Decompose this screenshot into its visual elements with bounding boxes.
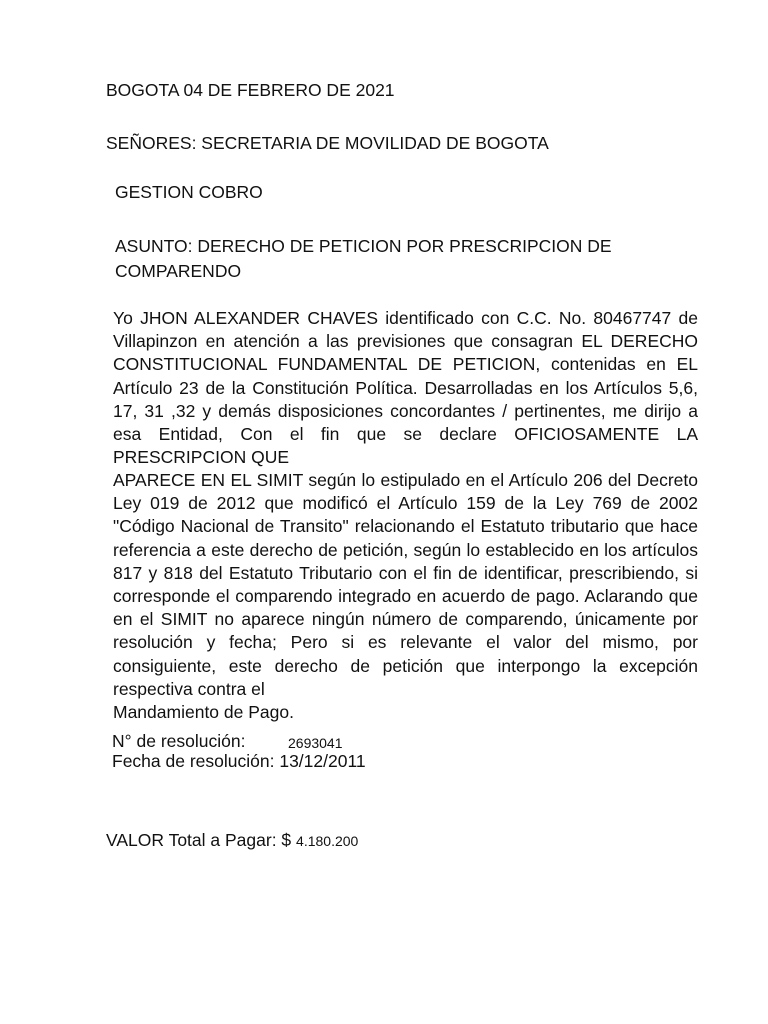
total-label: VALOR Total a Pagar: $ <box>106 830 292 850</box>
resolution-number-value: 2693041 <box>288 735 343 751</box>
resolution-number-label: N° de resolución: <box>112 731 246 751</box>
total-value: 4.180.200 <box>296 833 359 849</box>
total-to-pay <box>106 830 358 851</box>
resolution-date <box>112 751 366 772</box>
letter-subject: ASUNTO: DERECHO DE PETICION POR PRESCRIPCION DE COMPARENDO <box>115 236 612 281</box>
body-paragraph-1: Yo JHON ALEXANDER CHAVES identificado con C.C. No. 80467747 de Villapinzon en atención a las previsiones que consagran EL DERECHO CONSTITUCIONAL FUNDAMENTAL DE PETICION, contenidas en EL Artículo 23 de la Constitución Política. Desarrolladas en los Artículos 5,6, 17, 31 ,32 y demás disposiciones concordantes / pertinentes, me dirijo a esa Entidad, Con el fin que se declare OFICIOSAMENTE LA PRESCRIPCION QUE <box>113 308 698 468</box>
body-paragraph-2 <box>113 469 698 724</box>
body-paragraph-2-last-line: Mandamiento de Pago. <box>113 702 294 723</box>
letter-recipient: SEÑORES: SECRETARIA DE MOVILIDAD DE BOGOTA <box>106 133 549 153</box>
letter-date: BOGOTA 04 DE FEBRERO DE 2021 <box>106 80 395 100</box>
letter-department: GESTION COBRO <box>115 182 263 202</box>
resolution-date-value: 13/12/2011 <box>279 751 366 771</box>
resolution-date-label: Fecha de resolución: <box>112 751 275 771</box>
body-paragraph-2-text: APARECE EN EL SIMIT según lo estipulado en el Artículo 206 del Decreto Ley 019 de 2012 que modificó el Artículo 159 de la Ley 769 de 2002 "Código Nacional de Transito" relacionando el Estatuto tributario que hace referencia a este derecho de petición, según lo establecido en los artículos 817 y 818 del Estatuto Tributario con el fin de identificar, prescribiendo, si corresponde el comparendo integrado en acuerdo de pago. Aclarando que en el SIMIT no aparece ningún número de comparendo, únicamente por resolución y fecha; Pero si es relevante el valor del mismo, por consiguiente, este derecho de petición que interpongo la excepción respectiva contra el <box>113 470 698 699</box>
